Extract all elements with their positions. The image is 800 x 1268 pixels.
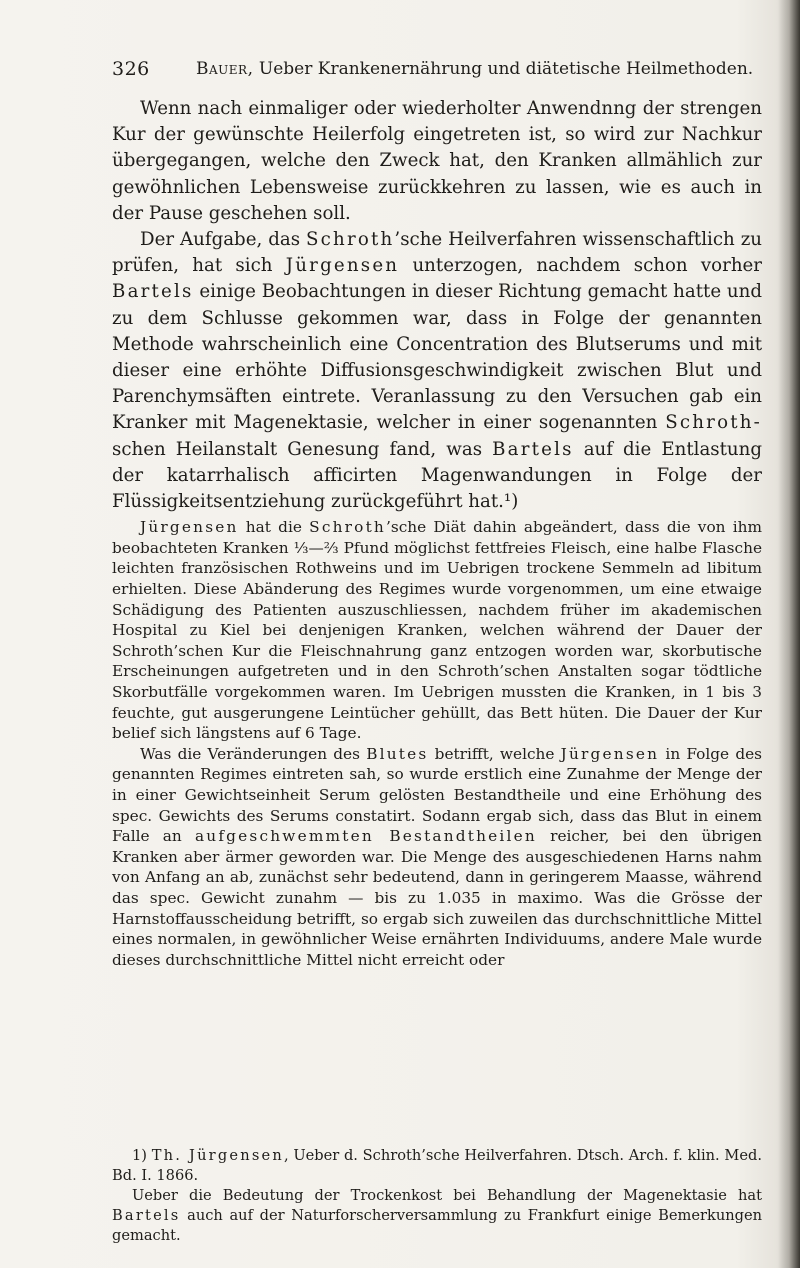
text-run: hat die	[238, 518, 310, 537]
spaced-word-blutes: Blutes	[366, 744, 429, 763]
page-edge-shadow	[778, 0, 800, 1268]
footnote-marker: 1)	[132, 1147, 152, 1164]
text-run: betrifft, welche	[428, 744, 561, 763]
running-title	[196, 59, 753, 79]
spaced-phrase: aufgeschwemmten Bestandtheilen	[194, 827, 537, 846]
paragraph-3	[112, 517, 762, 744]
text-run: einige Beobachtungen in dieser Richtung gemacht hatte und zu dem Schlusse gekommen war, dass in Folge der genannten Methode wahrscheinlich eine Concentration des Blutserums und mit dieser eine erhöhte Diffusionsgeschwindigkeit zwischen Blut und Parenchymsäften eintrete. Veranlassung zu den Versuchen gab ein Kranker mit Magenektasie, welcher in einer sogenannten	[112, 281, 762, 434]
spaced-name-schroth: Schroth	[305, 229, 395, 251]
text-run: ’sche Diät dahin abgeändert, dass die von ihm beobachteten Kranken ⅓—⅔ Pfund möglichst fettfreies Fleisch, eine halbe Flasche leichten französischen Rothweins und im Uebrigen trockene Semmeln ad libitum erhielten. Diese Abänderung des Regimes wurde vorgenommen, um eine etwaige Schädigung des Patienten auszuschliessen, nachdem früher im akademischen Hospital zu Kiel bei denjenigen Kranken, welchen während der Dauer der Schroth’schen Kur die Fleischnahrung ganz entzogen worden war, skorbutische Erscheinungen aufgetreten und in den Schroth’schen Anstalten sogar tödtliche Skorbutfälle vorgekommen waren. Im Uebrigen mussten die Kranken, in 1 bis 3 feuchte, gut ausgerungene Leintücher gehüllt, das Bett hüten. Die Dauer der Kur belief sich längstens auf 6 Tage.	[112, 518, 762, 743]
spaced-name-bartels: Bartels	[112, 281, 194, 303]
paragraph-2	[112, 227, 762, 515]
spaced-name-juergensen: Jürgensen	[140, 518, 239, 537]
header-author: Bauer,	[196, 59, 254, 79]
text-run: auch auf der Naturforscherversammlung zu Frankfurt einige Bemerkungen gemacht.	[112, 1207, 762, 1244]
text-run: reicher, bei den übrigen Kranken aber ärmer geworden war. Die Menge des ausgeschiedenen Harns nahm von Anfang an ab, zunächst sehr bedeutend, dann in geringerem Maasse, während das spec. Gewicht zunahm — bis zu 1.035 in maximo. Was die Grösse der Harnstoffausscheidung betrifft, so ergab sich zuweilen das durchschnittliche Mittel eines normalen, in gewöhnlicher Weise ernährten Individuums, andere Male wurde dieses durchschnittliche Mittel nicht erreicht oder	[112, 827, 762, 969]
spaced-name-bartels: Bartels	[112, 1207, 181, 1224]
text-run: ’sche Heilverfahren wissenschaftlich zu prüfen, hat sich	[112, 229, 762, 277]
spaced-name-schroth: Schroth-	[665, 412, 762, 434]
text-run: , Ueber d. Schroth’sche Heilverfahren. Dtsch. Arch. f. klin. Med. Bd. I. 1866.	[112, 1147, 762, 1184]
text-run: Ueber die Bedeutung der Trockenkost bei Behandlung der Magenektasie hat	[132, 1187, 762, 1204]
spaced-name-juergensen: Jürgensen	[560, 744, 660, 763]
footnote-1	[112, 1146, 762, 1186]
footnotes	[112, 1146, 762, 1246]
paragraph-4	[112, 744, 762, 971]
running-header	[112, 58, 754, 86]
text-run: Was die Veränderungen des	[140, 744, 367, 763]
paragraph-1: Wenn nach einmaliger oder wiederholter Anwendnng der strengen Kur der gewünschte Heilerfolg eingetreten ist, so wird zur Nachkur übergegangen, welche den Zweck hat, den Kranken allmählich zur gewöhnlichen Lebensweise zurückkehren zu lassen, wie es auch in der Pause geschehen soll.	[112, 98, 762, 224]
text-run: schen Heilanstalt Genesung fand, was	[112, 438, 493, 460]
spaced-name-juergensen: Jürgensen	[285, 255, 400, 277]
text-run: auf die Entlastung der katarrhalisch afficirten Magenwandungen in Folge der Flüssigkeitsentziehung zurückgeführt hat.¹)	[112, 438, 762, 513]
spaced-name-schroth: Schroth	[309, 518, 386, 537]
text-run: unterzogen, nachdem schon vorher	[399, 255, 762, 277]
footnote-2	[112, 1186, 762, 1246]
text-run: in Folge des genannten Regimes eintreten sah, so wurde erstlich eine Zunahme der Menge der in einer Gewichtseinheit Serum gelösten Bestandtheile und eine Erhöhung des spec. Gewichts des Serums constatirt. Sodann ergab sich, dass das Blut in einem Falle an	[112, 744, 763, 846]
main-text	[112, 96, 762, 970]
header-title: Ueber Krankenernährung und diätetische Heilmethoden.	[258, 59, 754, 79]
text-run: Der Aufgabe, das	[140, 229, 306, 251]
page-number: 326	[112, 58, 150, 80]
spaced-name-bartels: Bartels	[492, 438, 574, 460]
spaced-name-juergensen: Th. Jürgensen	[151, 1147, 284, 1164]
